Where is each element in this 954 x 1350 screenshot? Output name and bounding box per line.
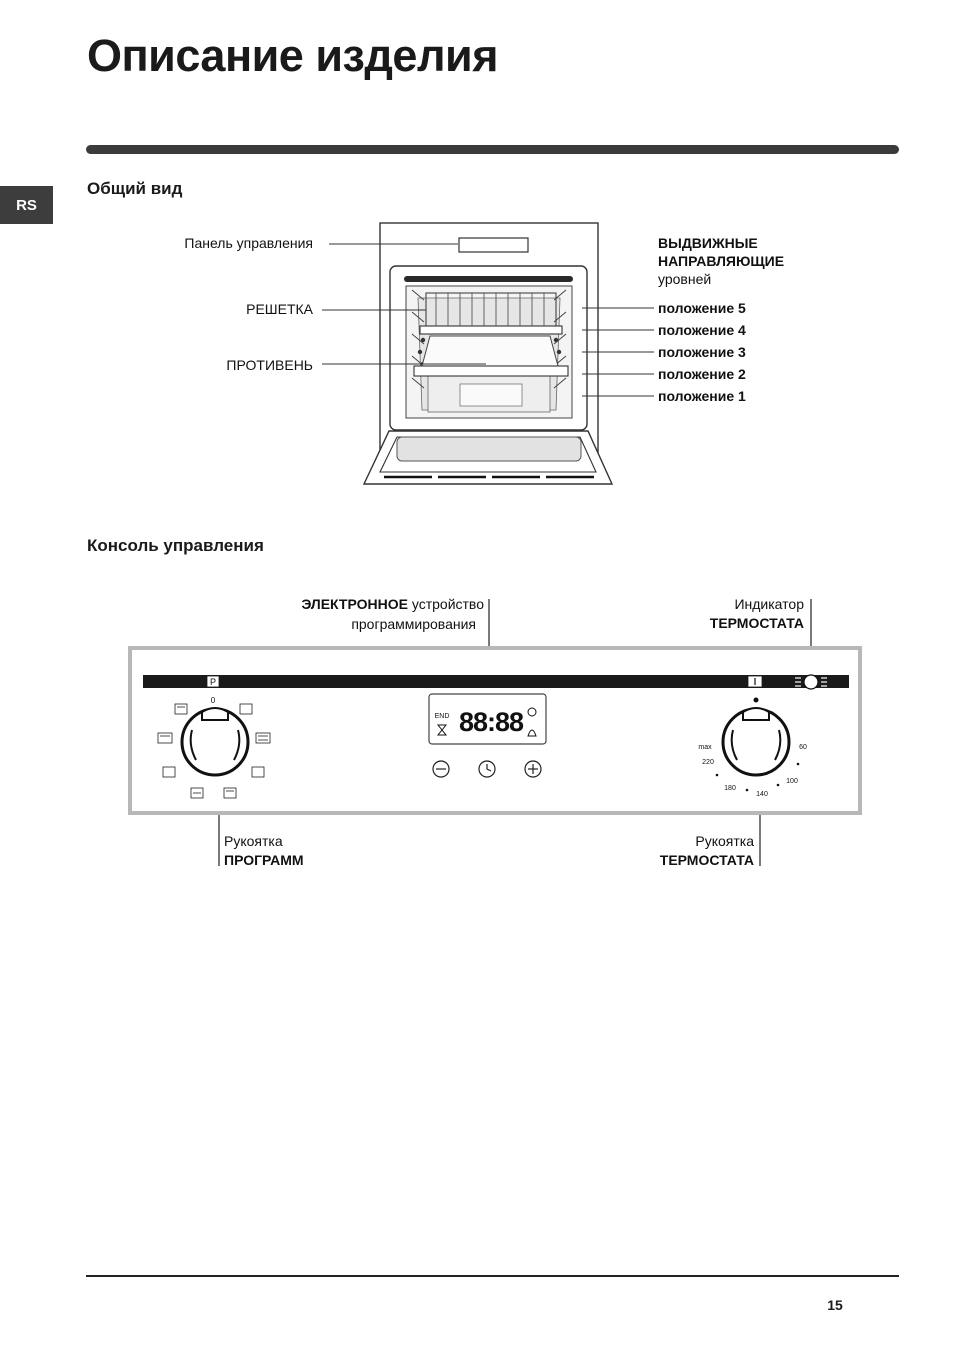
callout-programmer-line2: программирования [351,616,476,632]
footer-divider [86,1275,899,1277]
section-heading-control-console: Консоль управления [87,536,264,555]
svg-text:60: 60 [799,744,807,751]
page-number: 15 [827,1297,843,1313]
svg-text:100: 100 [786,778,798,785]
control-console-diagram [0,590,954,880]
label-position-4: положение 4 [658,322,746,338]
svg-text:140: 140 [756,791,768,798]
section-heading-general-view: Общий вид [87,179,183,198]
label-position-5: положение 5 [658,300,746,316]
oven-diagram [0,0,954,520]
callout-thermostat-indicator-line1: Индикатор [734,596,804,612]
language-tab-label: RS [16,196,37,214]
svg-text:0: 0 [210,696,216,705]
callout-thermostat-indicator-line2: ТЕРМОСТАТА [709,615,804,631]
label-rack: РЕШЕТКА [246,301,313,317]
label-guides-line3: уровней [658,271,712,287]
callout-programmer-rest: устройство [407,596,484,612]
label-position-1: положение 1 [658,388,746,404]
program-knob[interactable] [182,708,248,775]
svg-text:END: END [434,713,450,720]
callout-thermostat-knob-line2: ТЕРМОСТАТА [659,852,754,868]
plus-button[interactable] [525,761,541,777]
svg-text:88:88: 88:88 [458,707,524,737]
page-title: Описание изделия [87,30,498,81]
callout-program-knob-line2: ПРОГРАММ [224,852,304,868]
label-control-panel: Панель управления [184,235,313,251]
callout-thermostat-knob-line1: Рукоятка [695,833,754,849]
svg-text:max: max [698,744,712,751]
svg-text:180: 180 [724,785,736,792]
thermostat-knob[interactable] [723,708,789,775]
clock-button[interactable] [479,761,495,777]
label-position-3: положение 3 [658,344,746,360]
callout-program-knob-line1: Рукоятка [224,833,283,849]
minus-button[interactable] [433,761,449,777]
label-guides-line1: ВЫДВИЖНЫЕ [658,235,758,251]
label-tray: ПРОТИВЕНЬ [226,357,313,373]
svg-text:220: 220 [702,759,714,766]
label-guides-line2: НАПРАВЛЯЮЩИЕ [658,253,785,269]
label-position-2: положение 2 [658,366,746,382]
callout-programmer-bold: ЭЛЕКТРОННОЕ [301,596,408,612]
svg-text:P: P [209,677,217,687]
